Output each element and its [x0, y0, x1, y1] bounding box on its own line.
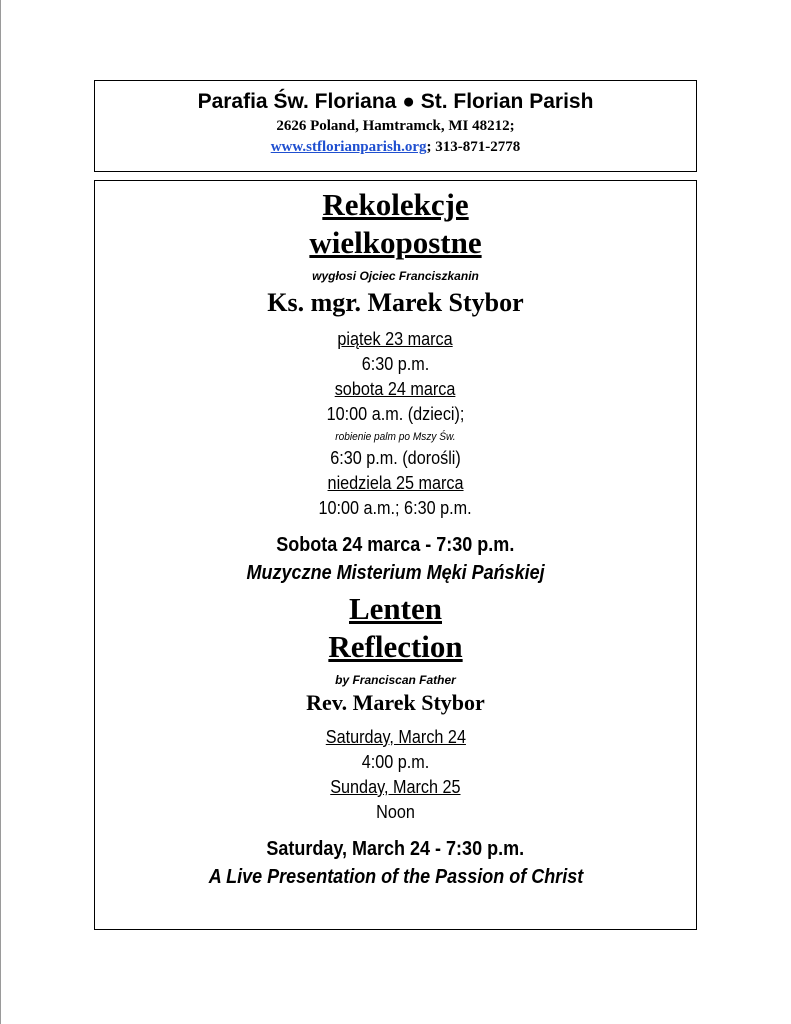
english-day1-time: 4:00 p.m. — [361, 752, 430, 772]
english-day1: Saturday, March 24 — [325, 727, 466, 747]
english-event-line: Saturday, March 24 - 7:30 p.m. — [266, 838, 525, 860]
parish-phone: ; 313-871-2778 — [426, 139, 521, 155]
parish-website-link[interactable]: www.stflorianparish.org — [270, 139, 427, 155]
polish-day2: sobota 24 marca — [335, 379, 456, 399]
polish-speaker: Ks. mgr. Marek Stybor — [267, 288, 524, 317]
english-speaker: Rev. Marek Stybor — [306, 690, 485, 715]
english-event-title: A Live Presentation of the Passion of Christ — [208, 866, 583, 888]
polish-day2-time2: 6:30 p.m. (dorośli) — [330, 448, 461, 468]
parish-title: Parafia Św. Floriana ● St. Florian Parish — [197, 90, 594, 113]
english-intro: by Franciscan Father — [335, 673, 456, 687]
parish-contact — [95, 138, 696, 157]
english-day2-time: Noon — [376, 802, 415, 822]
polish-title-line1: Rekolekcje — [322, 187, 469, 222]
polish-day3: niedziela 25 marca — [327, 473, 464, 493]
parish-header — [94, 80, 697, 172]
polish-day2-note: robienie palm po Mszy Św. — [335, 431, 456, 443]
polish-event-title: Muzyczne Misterium Męki Pańskiej — [246, 562, 545, 584]
polish-event-line: Sobota 24 marca - 7:30 p.m. — [276, 534, 515, 556]
polish-day2-time1: 10:00 a.m. (dzieci); — [326, 404, 465, 424]
parish-address: 2626 Poland, Hamtramck, MI 48212; — [276, 118, 515, 134]
polish-day3-time: 10:00 a.m.; 6:30 p.m. — [318, 498, 473, 518]
polish-day1: piątek 23 marca — [337, 329, 454, 349]
announcement-box — [94, 180, 697, 930]
english-day2: Sunday, March 25 — [330, 777, 461, 797]
english-title-line2: Reflection — [328, 629, 463, 664]
english-title-line1: Lenten — [349, 591, 442, 626]
polish-day1-time: 6:30 p.m. — [361, 354, 430, 374]
page-edge — [0, 0, 1, 1024]
polish-intro: wygłosi Ojciec Franciszkanin — [312, 269, 479, 283]
polish-title-line2: wielkopostne — [309, 225, 482, 260]
